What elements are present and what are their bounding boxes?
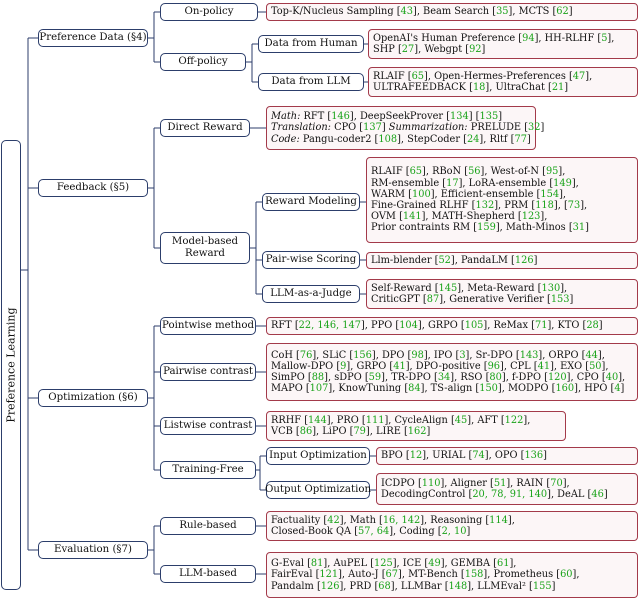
node-preference-data: Preference Data (§4) [38,29,148,47]
leaf-reward-modeling [366,157,638,243]
leaf-line: Prior contraints RM [159], Math-Minos [31] [371,222,589,234]
leaf-line: Closed-Book QA [57, 64], Coding [2, 10] [271,526,471,537]
node-evaluation: Evaluation (§7) [38,541,148,559]
leaf-line: DecodingControl [20, 78, 91, 140], DeAL [46] [381,489,608,500]
node-feedback: Feedback (§5) [38,179,148,197]
leaf-line: VCB [86], LiPO [79], LIRE [162] [271,426,431,437]
node-llm-as-a-judge: LLM-as-a-Judge [262,285,360,303]
leaf-line: BPO [12], URIAL [74], OPO [136] [381,450,547,462]
node-pair-wise-scoring: Pair-wise Scoring [262,251,360,269]
leaf-line: SimPO [88], sDPO [59], TR-DPO [34], RSO [80], f-DPO [120], CPO [40], [271,372,626,383]
leaf-line: RLAIF [65], RBoN [56], West-of-N [95], [371,166,566,178]
leaf-direct-reward [266,106,545,150]
leaf-on-policy [266,3,638,21]
node-input-optimization: Input Optimization [266,447,370,465]
node-listwise: Listwise contrast [160,417,256,435]
model-based-line1: Model-based [171,236,239,247]
leaf-line: Pandalm [126], PRD [68], LLMBar [148], LLMEval² [155] [271,580,556,592]
leaf-data-from-llm [368,67,638,97]
node-training-free: Training-Free [160,461,256,479]
leaf-line: Self-Reward [145], Meta-Reward [130], [371,282,568,294]
leaf-line: RFT [22, 146, 147], PPO [104], GRPO [105], ReMax [71], KTO [28] [271,320,603,332]
leaf-line: Mallow-DPO [9], GRPO [41], DPO-positive [96], CPL [41], EXO [50], [271,360,609,372]
node-optimization: Optimization (§6) [38,389,148,407]
node-data-from-human: Data from Human [258,35,364,53]
node-rule-based: Rule-based [160,517,256,535]
leaf-line: ULTRAFEEDBACK [18], UltraChat [21] [373,82,569,93]
node-data-from-llm: Data from LLM [258,73,364,91]
leaf-line: Fine-Grained RLHF [132], PRM [118], [73], [371,200,588,211]
leaf-llm-based [266,552,638,598]
node-output-optimization: Output Optimization [266,481,370,499]
node-pointwise: Pointwise method [160,317,256,335]
leaf-line: Math: RFT [146], DeepSeekProver [134] [135] [271,111,503,123]
leaf-line: SHP [27], Webgpt [92] [373,44,486,55]
node-model-based-reward [160,232,250,264]
leaf-line: Top-K/Nucleus Sampling [43], Beam Search [35], MCTS [62] [271,6,573,18]
leaf-input-optimization [376,447,638,465]
node-pairwise: Pairwise contrast [160,363,256,381]
model-based-line2: Reward [185,248,225,259]
leaf-line: G-Eval [81], AuPEL [125], ICE [49], GEMBA [61], [271,558,517,570]
node-direct-reward: Direct Reward [160,119,250,137]
leaf-llm-as-a-judge [366,279,638,309]
leaf-data-from-human [368,29,638,59]
leaf-line: WARM [100], Efficient-ensemble [154], [371,188,566,200]
node-llm-based: LLM-based [160,565,256,583]
leaf-line: OVM [141], MATH-Shepherd [123], [371,211,548,223]
leaf-line: FairEval [121], Auto-J [67], MT-Bench [158], Prometheus [60], [271,569,580,581]
leaf-line: CoH [76], SLiC [156], DPO [98], IPO [3], Sr-DPO [143], ORPO [44], [271,349,605,361]
leaf-pointwise [266,317,638,335]
leaf-line: OpenAI's Human Preference [94], HH-RLHF [5], [373,32,615,44]
leaf-line: ICDPO [110], Aligner [51], RAIN [70], [381,477,570,489]
root-label: Preference Learning [4,307,18,423]
leaf-output-optimization [376,473,638,505]
leaf-line: Llm-blender [52], PandaLM [126] [371,254,538,266]
leaf-line: Translation: CPO [137] Summarization: PRELUDE [32] [271,122,545,134]
leaf-line: RRHF [144], PRO [111], CycleAlign [45], AFT [122], [271,414,531,426]
leaf-pair-wise-scoring [366,252,638,269]
node-on-policy: On-policy [160,3,258,21]
node-off-policy: Off-policy [160,53,246,71]
leaf-line: RM-ensemble [17], LoRA-ensemble [149], [371,177,579,189]
leaf-line: CriticGPT [87], Generative Verifier [153] [371,294,574,305]
leaf-line: Code: Pangu-coder2 [108], StepCoder [24], Rltf [77] [271,133,531,145]
leaf-rule-based [266,511,638,541]
node-reward-modeling: Reward Modeling [262,193,360,211]
leaf-line: Factuality [42], Math [16, 142], Reasoning [114], [271,514,515,526]
leaf-listwise [266,411,566,441]
leaf-line: RLAIF [65], Open-Hermes-Preferences [47], [373,70,593,82]
leaf-line: MAPO [107], KnowTuning [84], TS-align [150], MODPO [160], HPO [4] [271,383,625,395]
leaf-pairwise [266,343,638,401]
root-node [1,140,21,590]
